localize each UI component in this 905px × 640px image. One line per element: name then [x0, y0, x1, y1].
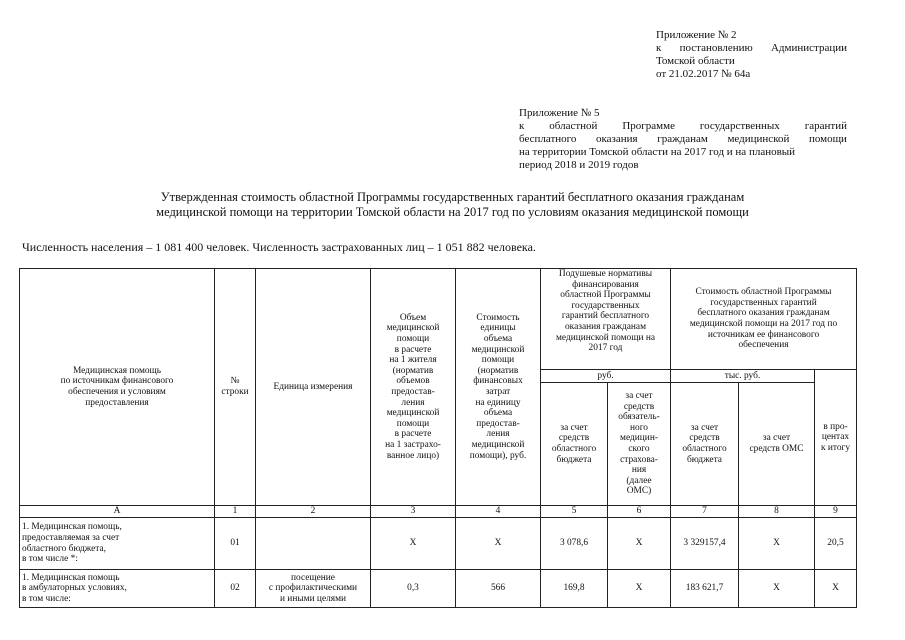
header-care-type: [20, 269, 215, 506]
header-unit-cost: [456, 269, 541, 506]
header-per-capita: [541, 269, 671, 370]
cell-line: в расчете: [394, 344, 432, 355]
annex5-line5: период 2018 и 2019 годов: [519, 159, 639, 171]
numbering-cell: 9: [815, 506, 857, 518]
cell-line: 1. Медицинская помощь: [22, 572, 120, 583]
annex5-word: к: [519, 120, 525, 132]
cell-line: обеспечения и условиям: [68, 387, 166, 397]
cell-line: в про-: [823, 421, 848, 432]
cell-line: финансирования: [572, 279, 639, 290]
cell-line: бюджета: [556, 454, 592, 465]
cell-line: Стоимость: [476, 312, 520, 323]
cell-line: и иными целями: [279, 593, 347, 604]
annex5-word: бесплатного: [519, 133, 577, 145]
numbering-cell: 3: [371, 506, 456, 518]
row-number: 02: [215, 570, 256, 608]
cell-line: помощи: [396, 334, 430, 345]
cell-line: помощи), руб.: [469, 450, 527, 461]
cell-line: за счет: [625, 391, 653, 402]
cell-line: по источникам финансового: [60, 376, 174, 387]
annex5-word: оказания: [595, 133, 638, 145]
numbering-cell: А: [20, 506, 215, 518]
annex5-word: областной: [549, 120, 598, 132]
cell-line: за счет: [690, 422, 719, 433]
cell-line: медицинской помощи на: [556, 332, 655, 343]
cell-line: с профилактическими: [268, 583, 358, 594]
header-thous-rub: тыс. руб.: [671, 370, 815, 383]
row-unit: [256, 570, 371, 608]
numbering-row: [20, 506, 857, 518]
row-percent: Х: [815, 570, 857, 608]
cell-line: источникам ее финансового: [707, 329, 820, 340]
cell-line: медицинской: [386, 408, 440, 419]
cell-line: №: [230, 376, 240, 387]
cell-line: объемов: [396, 376, 430, 387]
cell-line: ОМС): [626, 486, 652, 497]
table-row: [20, 570, 857, 608]
cell-line: помощи: [396, 418, 430, 429]
annex5-word: Программе: [622, 120, 675, 132]
cell-line: 1. Медицинская помощь,: [22, 522, 122, 533]
header-col-6: [608, 383, 671, 506]
annex5-line1: Приложение № 5: [519, 107, 600, 119]
annex2-word: постановлению: [679, 42, 753, 54]
cell-line: медицин-: [620, 433, 658, 444]
annex2-line1: Приложение № 2: [656, 29, 737, 41]
cell-line: средств ОМС: [749, 444, 804, 454]
annex2-word: к: [656, 42, 662, 54]
cell-line: на единицу: [475, 397, 521, 408]
cell-line: Подушевые нормативы: [558, 269, 653, 279]
row-unit-cost: Х: [456, 518, 541, 570]
cell-line: государственных: [571, 300, 640, 311]
annex5-word: гарантий: [804, 120, 847, 132]
row-name: [20, 518, 215, 570]
cell-line: единицы: [480, 323, 516, 334]
row-cost-budget: 3 329157,4: [671, 518, 739, 570]
cell-line: ного: [629, 422, 648, 433]
header-program-cost: [671, 269, 857, 370]
row-volume: Х: [371, 518, 456, 570]
header-unit: [256, 269, 371, 506]
numbering-cell: 7: [671, 506, 739, 518]
cell-line: в том числе *:: [22, 554, 78, 565]
cell-line: предоставления: [85, 397, 149, 408]
cell-line: Стоимость областной Программы: [695, 287, 832, 298]
row-percap-oms: Х: [608, 570, 671, 608]
annex5-word: медицинской: [727, 133, 790, 145]
annex2-line3: Томской области: [656, 55, 735, 67]
cell-line: предостав-: [476, 418, 520, 429]
cell-line: (далее: [626, 475, 652, 486]
row-cost-oms: Х: [739, 570, 815, 608]
annex2-line2: [656, 42, 847, 55]
cell-line: обязатель-: [618, 412, 660, 423]
row-name: [20, 570, 215, 608]
cell-line: на 1 жителя: [389, 355, 437, 366]
cell-line: за счет: [560, 422, 588, 433]
cell-line: оказания гражданам: [564, 321, 647, 332]
cell-line: финансовых: [473, 376, 523, 387]
row-cost-budget: 183 621,7: [671, 570, 739, 608]
header-rub: руб.: [541, 370, 671, 383]
document-title-line2: медицинской помощи на территории Томской области на 2017 год по условиям оказания медицинской помощи: [156, 205, 749, 219]
numbering-cell: 6: [608, 506, 671, 518]
cell-line: ского: [628, 444, 650, 454]
header-col-5: [541, 383, 608, 506]
cell-line: к итогу: [820, 442, 851, 453]
row-percap-budget: 3 078,6: [541, 518, 608, 570]
cell-line: центах: [821, 432, 850, 443]
row-percap-budget: 169,8: [541, 570, 608, 608]
annex5-word: помощи: [808, 133, 847, 145]
header-col-8: [739, 383, 815, 506]
cell-line: предостав-: [391, 387, 435, 397]
cell-line: медицинской: [386, 323, 440, 334]
cell-line: в амбулаторных условиях,: [22, 583, 127, 594]
cell-line: медицинской: [471, 344, 525, 355]
row-cost-oms: Х: [739, 518, 815, 570]
cell-line: средств: [689, 433, 720, 444]
cell-line: медицинской: [471, 439, 525, 450]
header-row-number: [215, 269, 256, 506]
cell-line: средств: [623, 401, 655, 412]
cell-line: областного: [551, 444, 597, 454]
annex5-line2: [519, 120, 847, 133]
row-percap-oms: Х: [608, 518, 671, 570]
header-col-9: [815, 370, 857, 506]
cell-line: затрат: [485, 387, 511, 397]
annex2-line4: от 21.02.2017 № 64а: [656, 68, 751, 80]
cost-table: [19, 268, 857, 608]
row-unit: [256, 518, 371, 570]
row-unit-cost: 566: [456, 570, 541, 608]
cell-line: (норматив: [392, 365, 434, 376]
cell-line: Объем: [399, 312, 427, 323]
row-volume: 0,3: [371, 570, 456, 608]
annex5-word: гражданам: [657, 133, 708, 145]
cell-line: за счет: [762, 433, 791, 444]
header-col-7: [671, 383, 739, 506]
cell-line: посещение: [291, 572, 335, 583]
annex2-word: Администрации: [770, 42, 847, 54]
numbering-cell: 2: [256, 506, 371, 518]
cell-line: Единица измерения: [273, 381, 353, 392]
cell-line: объема: [483, 408, 513, 419]
numbering-cell: 5: [541, 506, 608, 518]
cell-line: бюджета: [687, 454, 722, 465]
cell-line: страхова-: [620, 454, 658, 465]
cell-line: (норматив: [477, 365, 519, 376]
cell-line: объема: [483, 334, 513, 345]
header-volume: [371, 269, 456, 506]
row-percent: 20,5: [815, 518, 857, 570]
annex5-line4: на территории Томской области на 2017 год и на плановый: [519, 146, 796, 158]
cell-line: ления: [401, 397, 425, 408]
cell-line: медицинской помощи на 2017 год по: [689, 319, 838, 329]
numbering-cell: 8: [739, 506, 815, 518]
cell-line: государственных гарантий: [710, 297, 817, 308]
cell-line: бесплатного оказания гражданам: [697, 308, 830, 319]
cell-line: 2017 год: [588, 343, 623, 354]
cell-line: областной Программы: [560, 290, 651, 301]
annex5-line3: [519, 133, 847, 146]
cell-line: строки: [221, 387, 249, 397]
cell-line: средств: [558, 433, 590, 444]
cell-line: областного: [682, 444, 727, 454]
cell-line: ния: [631, 465, 647, 476]
population-statement: Численность населения – 1 081 400 человек. Численность застрахованных лиц – 1 051 882 человека.: [22, 240, 536, 254]
cell-line: ления: [486, 429, 510, 440]
cell-line: в расчете: [394, 429, 432, 440]
row-number: 01: [215, 518, 256, 570]
numbering-cell: 1: [215, 506, 256, 518]
document-title-line1: Утвержденная стоимость областной Программы государственных гарантий бесплатного оказания гражданам: [160, 190, 745, 204]
cell-line: на 1 застрахо-: [385, 439, 441, 450]
annex5-word: государственных: [699, 120, 780, 132]
table-row: [20, 518, 857, 570]
cell-line: ванное лицо): [386, 450, 440, 461]
numbering-cell: 4: [456, 506, 541, 518]
cell-line: в том числе:: [22, 593, 71, 604]
cell-line: обеспечения: [738, 340, 789, 351]
cell-line: Медицинская помощь: [72, 365, 162, 376]
cell-line: предоставляемая за счет: [22, 532, 120, 543]
cell-line: областного бюджета,: [22, 543, 106, 554]
cell-line: помощи: [481, 355, 515, 366]
cell-line: гарантий бесплатного: [561, 311, 650, 322]
